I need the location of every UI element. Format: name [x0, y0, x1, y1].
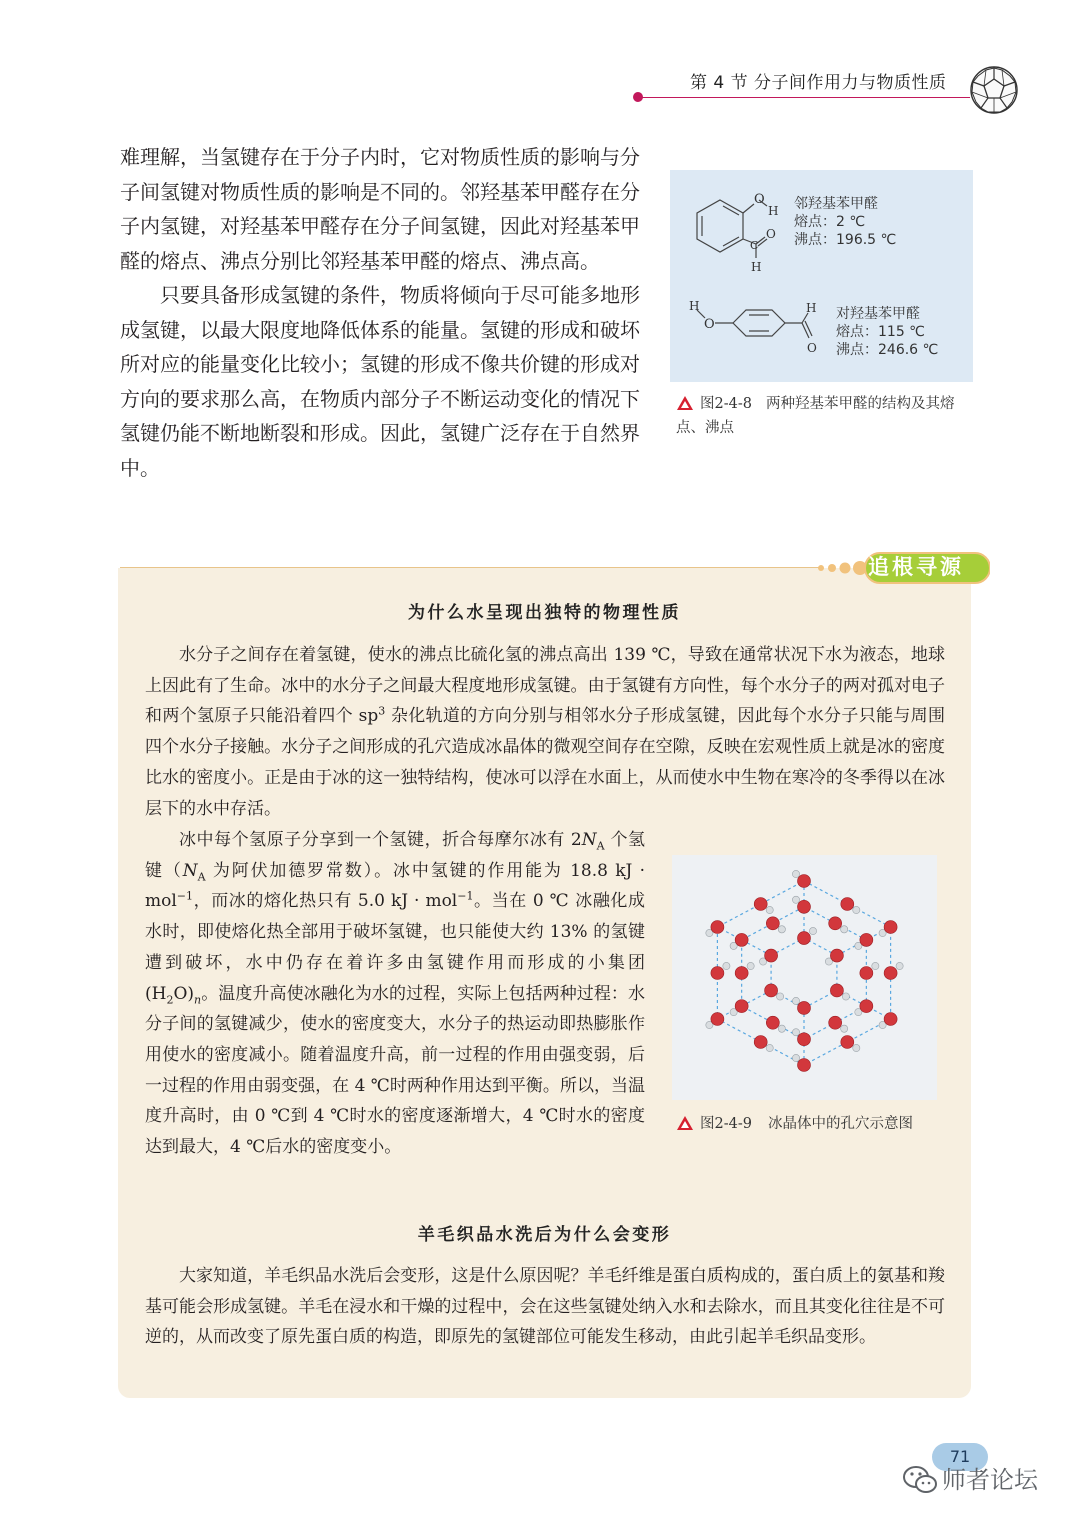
figure-ice-crystal-cavity — [672, 855, 937, 1100]
ortho-compound-labels — [794, 195, 896, 249]
page-number: 71 — [932, 1443, 988, 1471]
para-atom-o2: O — [807, 341, 817, 355]
ortho-atom-o2: O — [766, 227, 776, 241]
para-melting-point: 熔点：115 ℃ — [836, 324, 925, 340]
section-1-paragraph-2: 冰中每个氢原子分享到一个氢键，折合每摩尔冰有 $2N_A$ 个氢键（$N_A$ 为阿伏加德罗常数）。冰中氢键的作用能为 18.8 kJ · mol$^{-1}$，而冰的熔化热只有 5.0 kJ · mol$^{-1}$。当在 0 ℃ 冰融化成水时，即使熔化热全部用于破坏氢键，也只能使大约 13% 的氢键遭到破坏，水中仍存在着许多由氢键作用而形成的小集团 $(H_2O)_n$。温度升高使冰融化为水的过程，实际上包括两种过程：水分子间的氢键减少，使水的密度变大，水分子的热运动即热膨胀作用使水的密度减小。随着温度升高，前一过程的作用由强变弱，后一过程的作用由弱变强，在 4 ℃时两种作用达到平衡。所以，当温度升高时，由 0 ℃到 4 ℃时水的密度逐渐增大，4 ℃时水的密度达到最大，4 ℃后水的密度变小。 — [145, 830, 646, 1158]
figure-2-4-8-number: 图2-4-8 — [700, 396, 752, 412]
ortho-atom-c: C — [750, 239, 759, 252]
ortho-atom-o1: O — [754, 192, 765, 207]
figure-2-4-8-text: 两种羟基苯甲醛的结构及其熔点、沸点 — [676, 396, 955, 436]
caption-triangle-icon — [676, 1115, 694, 1131]
figure-2-4-8-caption — [676, 392, 976, 440]
caption-triangle-icon — [676, 395, 694, 411]
header-rule-dot — [633, 92, 643, 102]
para-compound-name: 对羟基苯甲醛 — [836, 306, 920, 322]
para-boiling-point: 沸点：246.6 ℃ — [836, 342, 939, 358]
para-atom-h2: H — [806, 301, 817, 315]
figure-hydroxybenzaldehyde-structures — [670, 170, 973, 382]
figure-2-4-9-text: 冰晶体中的孔穴示意图 — [767, 1116, 913, 1132]
wechat-icon — [900, 1460, 940, 1500]
section-1-title: 为什么水呈现出独特的物理性质 — [408, 603, 681, 623]
main-paragraph-1: 难理解，当氢键存在于分子内时，它对物质性质的影响与分子间氢键对物质性质的影响是不同的。邻羟基苯甲醛存在分子内氢键，对羟基苯甲醛存在分子间氢键，因此对羟基苯甲醛的熔点、沸点分别比邻羟基苯甲醛的熔点、沸点高。 — [120, 145, 640, 273]
ortho-boiling-point: 沸点：196.5 ℃ — [794, 232, 897, 248]
ortho-atom-h1: H — [768, 204, 779, 218]
fullerene-icon — [968, 64, 1020, 116]
para-atom-h1: H — [689, 299, 700, 313]
ortho-atom-h2: H — [751, 260, 762, 274]
section-2-paragraph-1: 大家知道，羊毛织品水洗后会变形，这是什么原因呢？羊毛纤维是蛋白质构成的，蛋白质上的氨基和羧基可能会形成氢键。羊毛在浸水和干燥的过程中，会在这些氢键处纳入水和去除水，而且其变化往往是不可逆的，从而改变了原先蛋白质的构造，即原先的氢键部位可能发生移动，由此引起羊毛织品变形。 — [145, 1266, 945, 1348]
section-1-paragraph-1: 水分子之间存在着氢键，使水的沸点比硫化氢的沸点高出 139 ℃，导致在通常状况下水为液态，地球上因此有了生命。冰中的水分子之间最大程度地形成氢键。由于氢键有方向性，每个水分子的两对孤对电子和两个氢原子只能沿着四个 $sp^3$ 杂化轨道的方向分别与相邻水分子形成氢键，因此每个水分子只能与周围四个水分子接触。水分子之间形成的孔穴造成冰晶体的微观空间存在空隙，反映在宏观性质上就是冰的密度比水的密度小。正是由于冰的这一独特结构，使冰可以浮在水面上，从而使水中生物在寒冷的冬季得以在冰层下的水中存活。 — [145, 645, 946, 819]
chapter-header-title: 第 4 节 分子间作用力与物质性质 — [690, 73, 947, 93]
para-compound-labels — [836, 305, 938, 359]
main-body-text — [120, 140, 640, 485]
main-paragraph-2: 只要具备形成氢键的条件，物质将倾向于尽可能多地形成氢键，以最大限度地降低体系的能量。氢键的形成和破坏所对应的能量变化比较小；氢键的形成不像共价键的形成对方向的要求那么高，在物质内部分子不断运动变化的情况下氢键仍能不断地断裂和形成。因此，氢键广泛存在于自然界中。 — [120, 283, 640, 480]
section-2-title: 羊毛织品水洗后为什么会变形 — [417, 1225, 672, 1245]
banner-title: 追根寻源 — [868, 555, 964, 579]
watermark-text: 师者论坛 — [942, 1466, 1038, 1494]
header-rule — [640, 97, 970, 98]
figure-2-4-9-caption — [676, 1112, 913, 1133]
ice-crystal-diagram — [672, 855, 937, 1100]
ortho-compound-name: 邻羟基苯甲醛 — [794, 196, 878, 212]
para-atom-o1: O — [704, 317, 715, 332]
ortho-melting-point: 熔点：2 ℃ — [794, 214, 866, 230]
figure-2-4-9-number: 图2-4-9 — [700, 1116, 752, 1132]
